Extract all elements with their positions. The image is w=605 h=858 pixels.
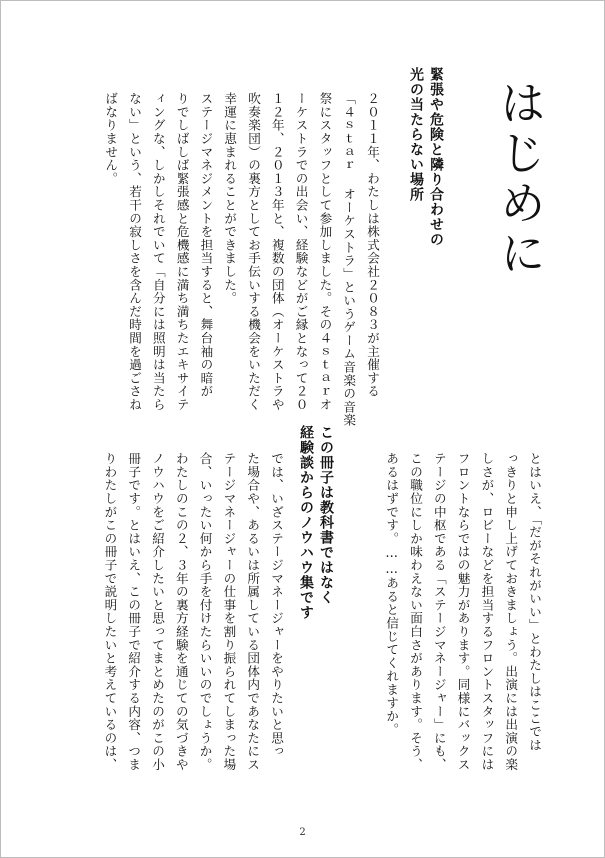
text-line: この職位にしか味わえない面白さがあります。そう、 — [408, 451, 424, 771]
text-line: 幸運に恵まれることができました。 — [222, 91, 238, 305]
text-line: りでしばしば緊張感と危機感に満ち満ちたエキサイテ — [174, 91, 190, 411]
text-line: とはいえ、「だがそれがいい」とわたしはここでは — [527, 451, 542, 752]
page-title: はじめに — [493, 79, 547, 279]
text-line: では、いざステージマネージャーをやりたいと思っ — [269, 451, 284, 758]
section-text-block — [98, 439, 288, 771]
intro-paragraph — [98, 79, 217, 427]
text-line: フロントならではの魅力があります。同様にバックス — [455, 451, 471, 771]
text-line: ステージマネジメントを担当すると、舞台袖の暗が — [198, 91, 214, 398]
text-line: あるはずです。……あると信じてくれますか。 — [384, 451, 400, 736]
text-line: １２年、２０１３年と、複数の団体（オーケストラや — [269, 91, 285, 411]
text-line: テージの中枢である「ステージマネージャー」にも、 — [431, 451, 447, 771]
text-line: わたしのこの２、３年の裏方経験を通じての気づきや — [173, 451, 189, 771]
text-line: 合、いったい何から手を付けたらいいのでしょうか。 — [197, 451, 213, 771]
section-heading — [296, 425, 336, 620]
continuation-text-block — [379, 439, 546, 771]
subtitle-line: 緊張や危険と隣り合わせの — [428, 67, 444, 247]
text-line: ばなりません。 — [103, 91, 119, 185]
subtitle-line: 光の当たらない場所 — [408, 67, 424, 202]
text-line: ２０１１年、わたしは株式会社２０８３が主催する — [365, 91, 380, 398]
text-line: りわたしがこの冊子で説明したいと考えているのは、 — [102, 451, 118, 771]
text-line: 祭にスタッフとして参加しました。その４ｓｔａｒオ — [317, 91, 333, 411]
text-line: 吹奏楽団）の裏方としてお手伝いする機会をいただく — [246, 91, 262, 411]
subtitle — [406, 67, 446, 247]
text-line: た場合や、あるいは所属している団体内であなたにス — [245, 451, 261, 771]
page-number: 2 — [299, 827, 306, 838]
text-line: ない」という、若干の寂しさを含んだ時間を過ごさね — [127, 91, 143, 411]
text-line: ーケストラでの出会い、経験などがご縁となって２０ — [293, 91, 309, 411]
text-line: っきりと申し上げておきましょう。出演には出演の楽 — [503, 451, 519, 771]
text-line: 「４ｓｔａｒ オーケストラ」というゲーム音楽の音楽 — [341, 91, 357, 427]
intro-text-block — [98, 79, 384, 427]
section-paragraph — [98, 439, 288, 771]
intro-paragraph — [217, 79, 384, 427]
text-line: 冊子です。とはいえ、この冊子で紹介する内容、つま — [126, 451, 142, 771]
section-heading-line: この冊子は教科書ではなく — [318, 425, 334, 605]
text-line: ィングな、しかしそれでいて「自分には照明は当たら — [150, 91, 166, 411]
text-line: ノウハウをご紹介したいと思ってまとめたのがこの小 — [150, 451, 166, 771]
continuation-paragraph — [379, 439, 546, 771]
section-heading-line: 経験談からのノウハウ集です — [298, 425, 314, 620]
text-line: テージマネージャーの仕事を割り振られてしまった場 — [221, 451, 237, 771]
text-line: しさが、ロビーなどを担当するフロントスタッフには — [479, 451, 495, 771]
